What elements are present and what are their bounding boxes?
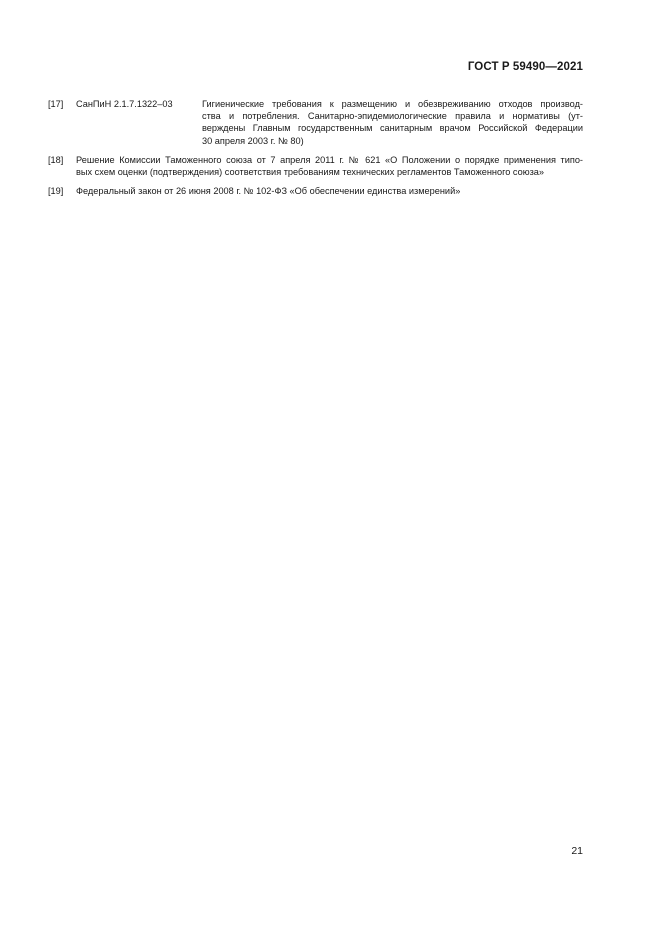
document-code: ГОСТ Р 59490—2021	[467, 61, 583, 73]
reference-line: 30 апреля 2003 г. № 80)	[202, 135, 304, 146]
reference-number: [19]	[48, 186, 64, 197]
reference-line: Федеральный закон от 26 июня 2008 г. № 102-ФЗ «Об обеспечении единства измерений»	[76, 186, 461, 197]
reference-number: [17]	[48, 99, 64, 109]
reference-description	[76, 154, 583, 178]
reference-line: ства и потребления. Санитарно-эпидемиологические правила и нормативы (ут-	[202, 111, 583, 122]
reference-item	[48, 98, 583, 147]
reference-line: верждены Главным государственным санитарным врачом Российской Федерации	[202, 123, 583, 134]
reference-line: вых схем оценки (подтверждения) соответствия требованиям технических регламентов Таможенного союза»	[76, 167, 545, 178]
reference-item	[48, 154, 583, 178]
reference-description	[202, 98, 583, 147]
reference-line: Решение Комиссии Таможенного союза от 7 апреля 2011 г. № 621 «О Положении о порядке применения типо-	[76, 154, 583, 165]
page-number: 21	[571, 845, 583, 857]
reference-line: Гигиенические требования к размещению и обезвреживанию отходов производ-	[202, 99, 583, 109]
reference-description	[76, 185, 583, 197]
reference-list	[48, 98, 583, 204]
reference-item	[48, 185, 583, 197]
reference-title: СанПиН 2.1.7.1322–03	[76, 99, 173, 109]
reference-number: [18]	[48, 154, 64, 165]
